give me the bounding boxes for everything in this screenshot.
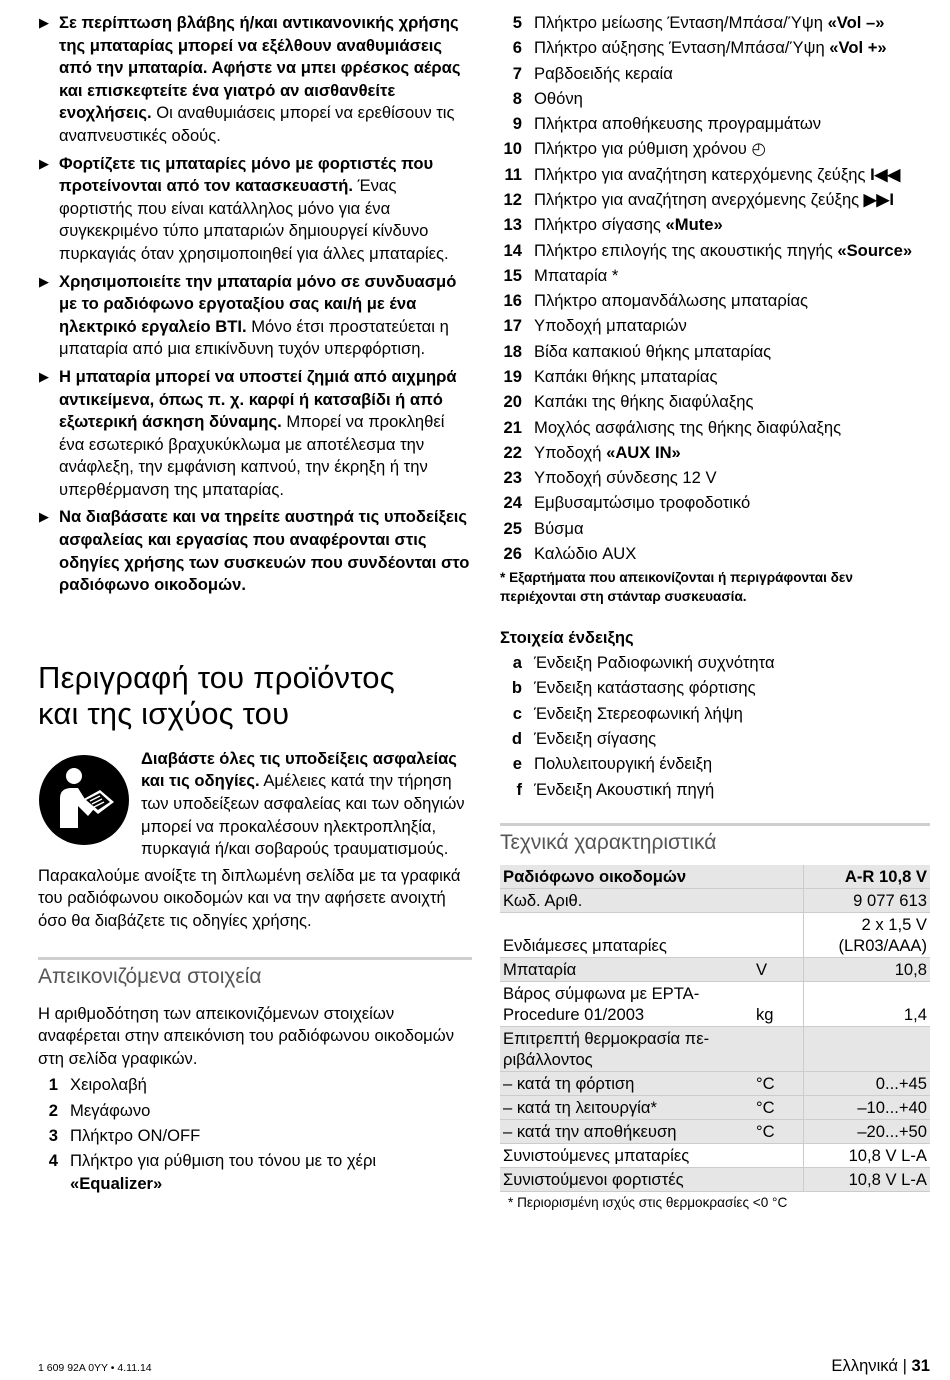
tech-label: Ενδιάμεσες μπαταρίες <box>500 913 753 958</box>
component-label: Εμβυσαμτώσιμο τροφοδοτικό <box>534 493 751 513</box>
bullet-bold-text: Χρησιμοποιείτε την μπαταρία μόνο σε συνδυασμό με το ραδιόφωνο εργοταξίου σας και/ή με ένα ηλεκτρικό εργαλείο BTI. <box>59 271 457 336</box>
component-label: Οθόνη <box>534 88 583 108</box>
tech-heading: Τεχνικά χαρακτηριστικά <box>500 823 930 855</box>
component-label: Πλήκτρο μείωσης Ένταση/Μπάσα/Ύψη <box>534 13 828 32</box>
component-label: Μοχλός ασφάλισης της θήκης διαφύλαξης <box>534 417 842 437</box>
bullet-text: Μπορεί να προκληθεί ένα εσωτερικό βραχυκύκλωμα με αποτέλεσμα την ανάφλεξη, την εμφάνιση καπνού, την έκρηξη ή την υπερθέρμανση της μπαταρίας. <box>59 412 445 499</box>
component-label-bold: I◀◀ <box>870 164 901 184</box>
safety-bullet <box>38 366 472 502</box>
display-label: Ένδειξη σίγασης <box>534 729 657 749</box>
page-number: 31 <box>911 1356 930 1375</box>
component-item <box>500 341 930 364</box>
component-number: 23 <box>503 468 522 488</box>
component-number: 13 <box>503 215 522 235</box>
tech-header-row <box>500 865 930 889</box>
component-number: 17 <box>503 316 522 336</box>
component-item <box>500 366 930 389</box>
display-label: Ένδειξη Ραδιοφωνική συχνότητα <box>534 653 775 673</box>
component-number: 6 <box>512 38 522 58</box>
read-instructions-bold: Διαβάστε όλες τις υποδείξεις ασφαλείας και τις οδηγίες. <box>141 748 457 791</box>
tech-value: 10,8 <box>804 958 931 982</box>
component-label-bold: «Vol +» <box>829 38 887 58</box>
component-label: Πλήκτρο για ρύθμιση χρόνου ◴ <box>534 139 766 159</box>
component-number: 26 <box>503 543 522 563</box>
tech-unit <box>753 913 804 958</box>
component-number: 19 <box>503 366 522 386</box>
component-number: 20 <box>503 392 522 412</box>
tech-row <box>500 1144 930 1168</box>
display-letter: c <box>512 703 522 723</box>
tech-row <box>500 1120 930 1144</box>
tech-value: 1,4 <box>804 982 931 1027</box>
component-label-bold: ▶▶I <box>863 189 894 209</box>
bullet-text: Οι αναθυμιάσεις μπορεί να ερεθίσουν τις αναπνευστικές οδούς. <box>59 103 455 145</box>
display-item <box>500 652 930 675</box>
left-column <box>38 12 472 1198</box>
display-label: Ένδειξη Στερεοφωνική λήψη <box>534 703 743 723</box>
component-number: 25 <box>503 518 522 538</box>
bullet-triangle-icon: ▶ <box>39 273 49 289</box>
tech-row <box>500 889 930 913</box>
component-label: Καπάκι της θήκης διαφύλαξης <box>534 392 754 412</box>
tech-label: Συνιστούμενοι φορτιστές <box>500 1168 753 1192</box>
tech-row <box>500 1168 930 1192</box>
display-letter: b <box>511 678 522 698</box>
component-item <box>36 1125 472 1148</box>
display-label: Ένδειξη Ακουστική πηγή <box>534 779 715 799</box>
tech-value: 2 x 1,5 V (LR03/AAA) <box>804 913 931 958</box>
tech-row <box>500 958 930 982</box>
component-item <box>500 113 930 136</box>
product-title <box>38 660 472 732</box>
component-item <box>500 417 930 440</box>
display-label: Πολυλειτουργική ένδειξη <box>534 754 713 774</box>
component-item <box>500 265 930 288</box>
component-label: Πλήκτρα αποθήκευσης προγραμμάτων <box>534 114 822 134</box>
tech-unit: °C <box>753 1072 804 1096</box>
tech-row <box>500 1072 930 1096</box>
bullet-text: Ένας φορτιστής που είναι κατάλληλος μόνο για ένα συγκεκριμένο τύπο μπαταριών δημιουργεί κίνδυνο πυρκαγιάς όταν χρησιμοποιηθεί για άλλες μπαταρίες. <box>59 176 449 263</box>
component-label: Ραβδοειδής κεραία <box>534 63 673 83</box>
component-item <box>500 189 930 212</box>
component-number: 3 <box>48 1125 58 1145</box>
component-item <box>500 12 930 35</box>
component-number: 15 <box>503 265 522 285</box>
component-number: 8 <box>512 88 522 108</box>
safety-bullet <box>38 506 472 596</box>
tech-label: Κωδ. Αριθ. <box>500 889 753 913</box>
component-item <box>500 37 930 60</box>
tech-row <box>500 913 930 958</box>
bullet-triangle-icon: ▶ <box>39 368 49 384</box>
component-label: Πλήκτρο επιλογής της ακουστικής πηγής <box>534 240 838 260</box>
component-label: Πλήκτρο σίγασης <box>534 215 666 235</box>
safety-bullets <box>38 12 472 597</box>
component-label: Πλήκτρο για αναζήτηση ανερχόμενης ζεύξης <box>534 189 864 209</box>
component-item <box>500 543 930 566</box>
component-label: Μεγάφωνο <box>70 1100 151 1120</box>
component-item <box>36 1150 472 1195</box>
bullet-triangle-icon: ▶ <box>39 155 49 171</box>
tech-value: 0...+45 <box>804 1072 931 1096</box>
component-number: 7 <box>512 63 522 83</box>
component-label-bold: «Vol –» <box>827 13 885 32</box>
bullet-text: Μόνο έτσι προστατεύεται η μπαταρία από μια επικίνδυνη τυχόν υπερφόρτιση. <box>59 316 449 359</box>
tech-unit: °C <box>753 1120 804 1144</box>
tech-header-value: A-R 10,8 V <box>804 865 931 889</box>
bullet-triangle-icon: ▶ <box>39 15 49 30</box>
accessories-footnote: * Εξαρτήματα που απεικονίζονται ή περιγράφονται δεν περιέχονται στη στάνταρ συσκευασία. <box>500 570 853 605</box>
component-item <box>36 1074 472 1097</box>
right-column <box>500 12 930 1210</box>
tech-value <box>804 1027 931 1072</box>
component-number: 24 <box>503 493 522 513</box>
bullet-bold-text: Να διαβάσατε και να τηρείτε αυστηρά τις υποδείξεις ασφαλείας και εργασίας που αναφέρονται στις οδηγίες χρήσης των συσκευών που συνδέονται στο ραδιόφωνο οικοδομών. <box>59 507 470 595</box>
tech-value: 10,8 V L-A <box>804 1144 931 1168</box>
component-label: Πλήκτρο για ρύθμιση του τόνου με το χέρι <box>70 1151 377 1171</box>
tech-table <box>500 865 930 1192</box>
component-label: Πλήκτρο απομανδάλωσης μπαταρίας <box>534 291 809 311</box>
product-title-line1: Περιγραφή του προϊόντος <box>38 659 395 695</box>
display-letter: f <box>516 779 522 799</box>
display-letter: a <box>512 653 522 673</box>
language-label: Ελληνικά <box>831 1356 898 1375</box>
display-item <box>500 728 930 751</box>
component-label: Υποδοχή σύνδεσης 12 V <box>534 468 717 488</box>
component-number: 9 <box>512 114 522 134</box>
component-item <box>500 164 930 187</box>
tech-label: Συνιστούμενες μπαταρίες <box>500 1144 753 1168</box>
tech-note: * Περιορισμένη ισχύς στις θερμοκρασίες <0 °C <box>508 1195 788 1211</box>
tech-value: 10,8 V L-A <box>804 1168 931 1192</box>
tech-row <box>500 982 930 1027</box>
component-number: 4 <box>48 1151 58 1171</box>
read-instructions-text: Αμέλειες κατά την τήρηση των υποδείξεων ασφαλείας και των οδηγιών μπορεί να προκαλέσουν ηλεκτροπληξία, πυρκαγιά ή/και σοβαρούς τραυματισμούς. <box>141 771 465 859</box>
component-item <box>500 492 930 515</box>
tech-value: –10...+40 <box>804 1096 931 1120</box>
component-label: Υποδοχή μπαταριών <box>534 316 687 336</box>
bullet-bold-text: Σε περίπτωση βλάβης ή/και αντικανονικής χρήσης της μπαταρίας μπορεί να εξέλθουν αναθυμιάσεις από την μπαταρία. Αφήστε να μπει φρέσκος αέρας και επισκεφτείτε ένα γιατρό αν αισθανθείτε ενοχλήσεις. <box>59 13 461 123</box>
component-label-bold: «Equalizer» <box>70 1173 163 1193</box>
tech-row <box>500 1096 930 1120</box>
tech-label: Βάρος σύμφωνα με EPTA-Procedure 01/2003 <box>500 982 753 1027</box>
display-item <box>500 779 930 802</box>
component-item <box>500 138 930 161</box>
component-number: 1 <box>48 1075 58 1095</box>
display-label: Ένδειξη κατάστασης φόρτισης <box>534 678 756 698</box>
component-number: 16 <box>503 291 522 311</box>
component-item <box>36 1100 472 1123</box>
component-number: 10 <box>503 139 522 159</box>
tech-unit <box>753 1144 804 1168</box>
illustrated-heading: Απεικονιζόμενα στοιχεία <box>38 957 472 989</box>
tech-label: – κατά τη λειτουργία* <box>500 1096 753 1120</box>
component-number: 21 <box>503 417 522 437</box>
display-list <box>500 652 930 801</box>
tech-label: – κατά τη φόρτιση <box>500 1072 753 1096</box>
tech-unit <box>753 889 804 913</box>
read-instructions-block <box>38 748 472 863</box>
tech-unit: kg <box>753 982 804 1027</box>
display-item <box>500 753 930 776</box>
components-list-left <box>36 1074 472 1195</box>
display-item <box>500 703 930 726</box>
fold-out-note: Παρακαλούμε ανοίξτε τη διπλωμένη σελίδα με τα γραφικά του ραδιόφωνου οικοδομών και να την αφήσετε ανοιχτή όσο θα διαβάζετε τις οδηγίες χρήσης. <box>38 865 461 931</box>
display-letter: d <box>511 729 522 749</box>
display-heading: Στοιχεία ένδειξης <box>500 628 634 648</box>
component-item <box>500 442 930 465</box>
tech-unit: V <box>753 958 804 982</box>
component-label: Υποδοχή <box>534 442 607 462</box>
component-label: Χειρολαβή <box>70 1075 147 1095</box>
bullet-bold-text: Φορτίζετε τις μπαταρίες μόνο με φορτιστές που προτείνονται από τον κατασκευαστή. <box>59 153 434 196</box>
display-item <box>500 677 930 700</box>
component-label: Πλήκτρο αύξησης Ένταση/Μπάσα/Ύψη <box>534 38 830 58</box>
component-number: 11 <box>504 164 522 184</box>
tech-unit <box>753 1027 804 1072</box>
tech-row <box>500 1027 930 1072</box>
read-manual-icon <box>38 754 130 846</box>
safety-bullet <box>38 153 472 266</box>
component-label-bold: «AUX IN» <box>606 442 681 462</box>
component-label: Καπάκι θήκης μπαταρίας <box>534 366 718 386</box>
component-number: 22 <box>503 442 522 462</box>
component-label: Πλήκτρο για αναζήτηση κατερχόμενης ζεύξης <box>534 164 871 184</box>
component-number: 14 <box>503 240 522 260</box>
component-item <box>500 88 930 111</box>
tech-unit <box>753 1168 804 1192</box>
component-label: Πλήκτρο ON/OFF <box>70 1125 201 1145</box>
bullet-bold-text: Η μπαταρία μπορεί να υποστεί ζημιά από αιχμηρά αντικείμενα, όπως π. χ. καρφί ή κατσαβίδι ή από εξωτερική άσκηση δύναμης. <box>59 366 457 432</box>
component-number: 5 <box>512 13 522 32</box>
product-title-line2: και της ισχύος του <box>38 695 290 731</box>
component-item <box>500 63 930 86</box>
tech-value: –20...+50 <box>804 1120 931 1144</box>
page-footer <box>831 1356 930 1376</box>
component-number: 12 <box>503 189 522 209</box>
component-item <box>500 467 930 490</box>
component-label-bold: «Source» <box>837 240 913 260</box>
component-item <box>500 391 930 414</box>
component-item <box>500 518 930 541</box>
components-list-right <box>500 12 930 566</box>
component-number: 18 <box>503 341 522 361</box>
component-item <box>500 214 930 237</box>
component-item <box>500 240 930 263</box>
component-label: Βίδα καπακιού θήκης μπαταρίας <box>534 341 772 361</box>
tech-label: Μπαταρία <box>500 958 753 982</box>
component-label: Καλώδιο AUX <box>534 543 637 563</box>
tech-unit: °C <box>753 1096 804 1120</box>
tech-label: – κατά την αποθήκευση <box>500 1120 753 1144</box>
component-label-bold: «Mute» <box>665 215 723 235</box>
component-item <box>500 290 930 313</box>
tech-value: 9 077 613 <box>804 889 931 913</box>
component-label: Μπαταρία * <box>534 265 619 285</box>
safety-bullet <box>38 12 472 148</box>
component-number: 2 <box>48 1100 58 1120</box>
component-label: Βύσμα <box>534 518 584 538</box>
tech-header-label: Ραδιόφωνο οικοδομών <box>500 865 753 889</box>
display-letter: e <box>512 754 522 774</box>
bullet-triangle-icon: ▶ <box>39 509 49 525</box>
tech-label: Επιτρεπτή θερμοκρασία περιβάλλοντος <box>500 1027 753 1072</box>
illustrated-intro: Η αριθμοδότηση των απεικονιζόμενων στοιχείων αναφέρεται στην απεικόνιση του ραδιόφωνου οικοδομών στη σελίδα γραφικών. <box>38 1003 454 1068</box>
footer-separator: | <box>902 1356 907 1375</box>
component-item <box>500 315 930 338</box>
doc-code: 1 609 92A 0YY • 4.11.14 <box>38 1362 152 1374</box>
safety-bullet <box>38 271 472 361</box>
